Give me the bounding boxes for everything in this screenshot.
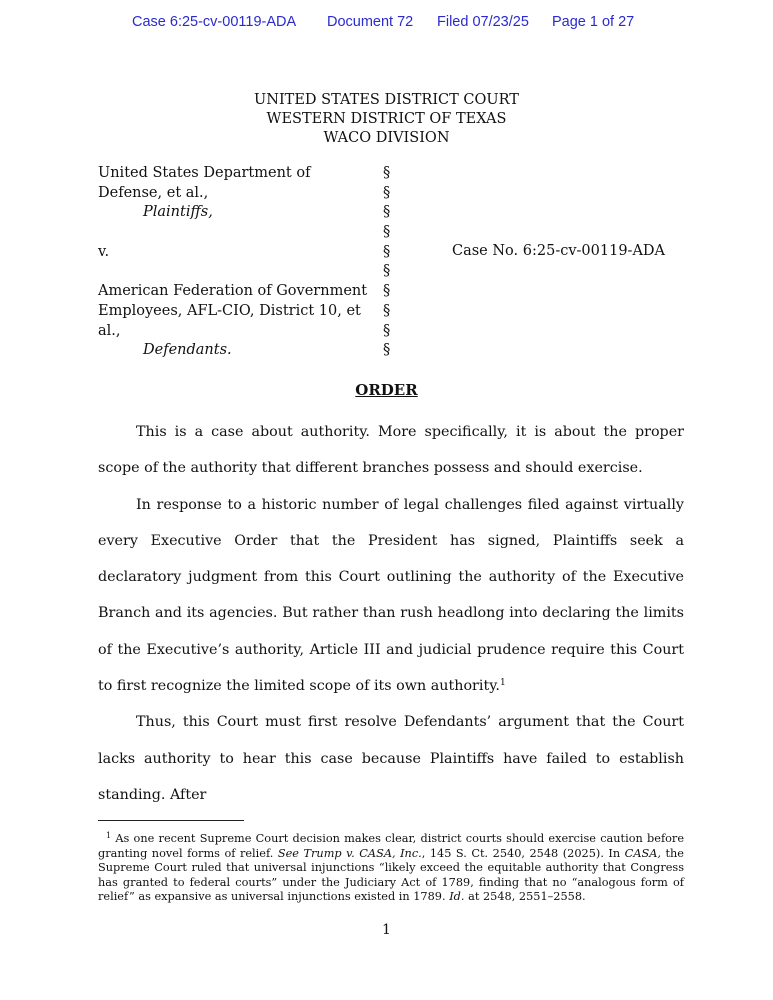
defendant-name-line1: American Federation of Government [98,283,368,300]
footnote-citation: See Trump v. CASA, Inc. [277,846,422,860]
section-symbol: § [383,322,391,339]
section-symbol: § [383,184,391,201]
court-heading [0,91,773,148]
court-district: WESTERN DISTRICT OF TEXAS [266,111,507,127]
section-symbol: § [383,165,391,181]
footnote-text: at 2548, 2551–2558. [468,890,586,904]
ecf-filed-date: Filed 07/23/25 [437,14,529,30]
paragraph-2 [98,487,684,705]
versus: v. [98,243,110,260]
footnote-1 [98,832,684,905]
defendant-name-line2: Employees, AFL-CIO, District 10, et [98,302,361,319]
case-number: Case No. 6:25-cv-00119-ADA [452,243,666,259]
plaintiff-name-line1: United States Department of [98,165,311,181]
court-name: UNITED STATES DISTRICT COURT [254,92,519,108]
defendant-name-line3: al., [98,322,121,339]
plaintiff-name-line2: Defense, et al., [98,184,209,201]
section-symbol: § [383,243,391,260]
plaintiff-role: Plaintiffs, [143,204,213,221]
ecf-case-number: Case 6:25-cv-00119-ADA [132,14,297,30]
ecf-page-count: Page 1 of 27 [552,14,635,30]
section-symbol-column [383,164,390,361]
paragraph-1: This is a case about authority. More specifically, it is about the proper scope of the authority that different branches possess and should exercise. [98,424,684,477]
case-caption [98,164,367,361]
order-body [98,414,684,813]
order-title: ORDER [355,381,418,399]
section-symbol: § [383,224,391,241]
court-division: WACO DIVISION [323,130,450,146]
paragraph-2-text: In response to a historic number of legal challenges filed against virtually every Executive Order that the President has signed, Plaintiffs seek a declaratory judgment from this Court outlining the authority of the Executive Branch and its agencies. But rather than rush headlong into declaring the limits of the Executive’s authority, Article III and judicial prudence require this Court to first recognize the limited scope of its own authority. [98,496,684,695]
footnote-divider [98,820,244,821]
footnote-id: Id. [449,890,465,904]
footnote-ref[interactable]: 1 [499,678,506,689]
page-number: 1 [382,922,391,938]
section-symbol: § [383,342,391,359]
caption-spacer [98,223,367,243]
paragraph-3: Thus, this Court must first resolve Defendants’ argument that the Court lacks authority to hear this case because Plaintiffs have failed to establish standing. After [98,714,684,803]
ecf-header [0,14,773,34]
ecf-document-number: Document 72 [327,14,414,30]
caption-spacer [98,263,367,283]
footnote-text: the Supreme Court ruled that universal injunctions “likely exceed the equitable authority that Congress has granted to federal courts” under the Judiciary Act of 1789, finding that no “analogous form of relief” as expansive as universal injunctions existed in 1789. [98,846,684,904]
footnote-case-short: CASA, [624,846,661,860]
section-symbol: § [383,283,391,300]
section-symbol: § [383,302,391,319]
section-symbol: § [383,263,391,280]
section-symbol: § [383,204,391,221]
footnote-text: , 145 S. Ct. 2540, 2548 (2025). In [421,846,621,860]
defendant-role: Defendants. [143,342,232,359]
footnote-marker: 1 [106,831,112,840]
footnote-text: As one recent Supreme Court decision makes clear, district courts should exercise caution before granting novel forms of relief. [98,832,685,860]
